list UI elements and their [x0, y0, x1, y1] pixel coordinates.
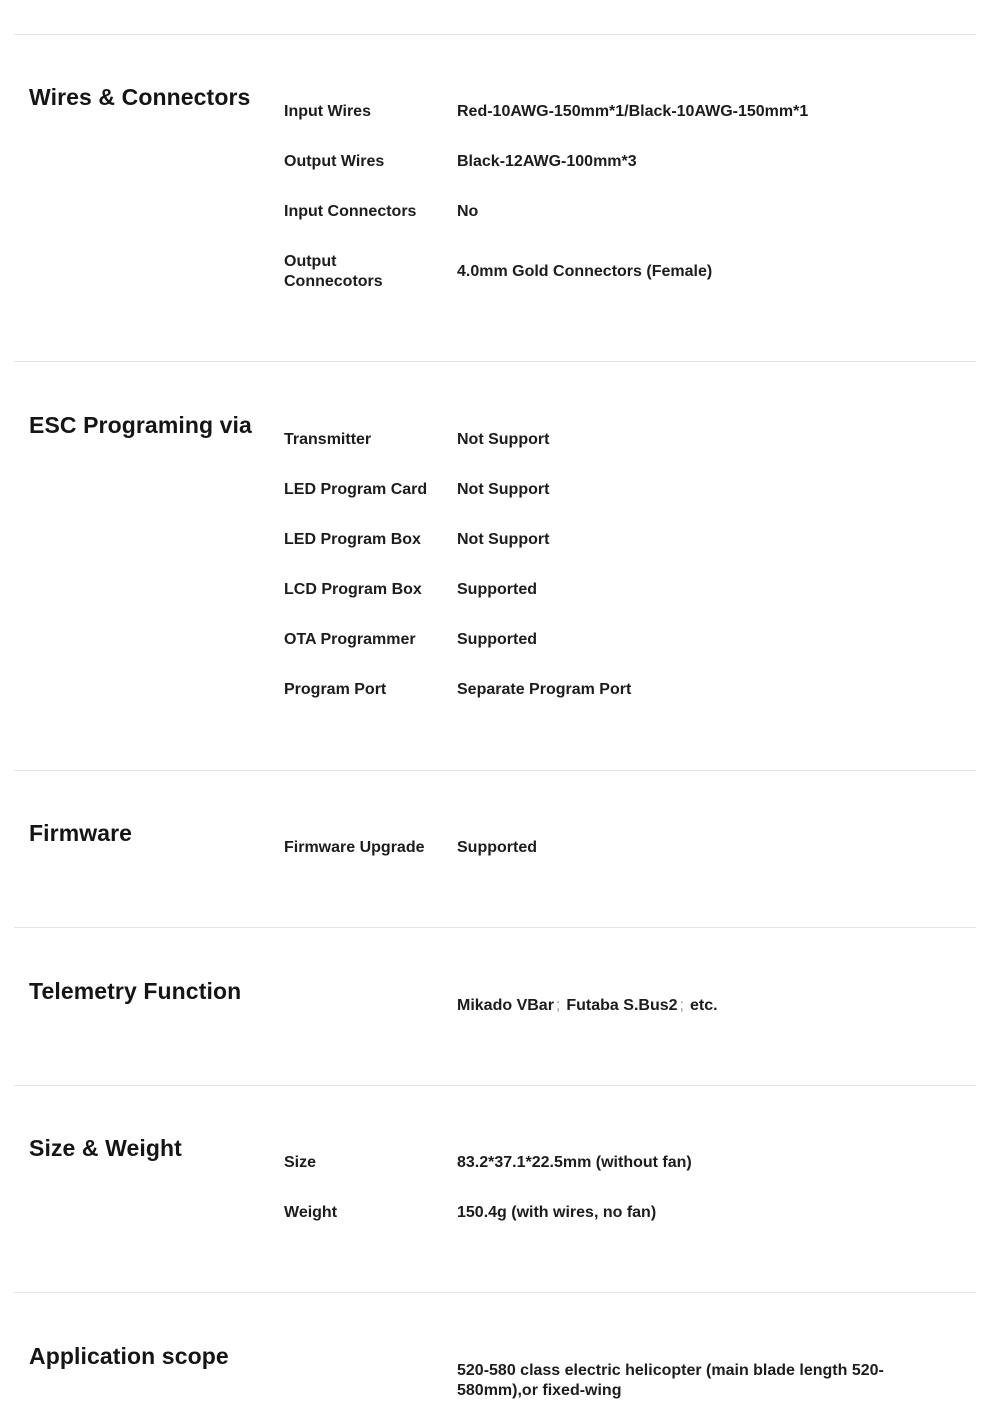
telemetry-value — [457, 996, 927, 1016]
section-divider — [14, 361, 976, 362]
spec-value: Not Support — [457, 431, 550, 448]
spec-value: No — [457, 203, 479, 220]
spec-key: OTA Programmer — [284, 631, 416, 648]
section-title: Telemetry Function — [29, 978, 242, 1004]
spec-key: LED Program Box — [284, 531, 421, 548]
spec-key: LED Program Card — [284, 481, 428, 498]
section-divider — [14, 1085, 976, 1086]
spec-value: Separate Program Port — [457, 681, 632, 698]
application-scope-value: 520-580 class electric helicopter (main blade length 520-580mm),or fixed-wing — [457, 1362, 884, 1399]
section-title: ESC Programing via — [29, 412, 252, 438]
section-title: Wires & Connectors — [29, 84, 251, 110]
spec-key: Weight — [284, 1204, 338, 1221]
section-divider — [14, 34, 976, 35]
spec-value: 83.2*37.1*22.5mm (without fan) — [457, 1154, 692, 1171]
spec-key: LCD Program Box — [284, 581, 422, 598]
spec-key: Transmitter — [284, 431, 372, 448]
spec-key: Input Wires — [284, 103, 371, 120]
spec-value: Red-10AWG-150mm*1/Black-10AWG-150mm*1 — [457, 103, 809, 120]
section-title: Size & Weight — [29, 1135, 182, 1161]
section-divider — [14, 927, 976, 928]
spec-key: Size — [284, 1154, 317, 1171]
spec-value: Not Support — [457, 481, 550, 498]
spec-value: 150.4g (with wires, no fan) — [457, 1204, 657, 1221]
telemetry-separator: ; — [555, 997, 561, 1014]
spec-value: Supported — [457, 581, 537, 598]
telemetry-item: Futaba S.Bus2 — [566, 997, 678, 1014]
spec-value: Supported — [457, 839, 537, 856]
section-title: Firmware — [29, 820, 133, 846]
section-title: Application scope — [29, 1343, 229, 1369]
spec-key: Output Connecotors — [284, 253, 383, 290]
spec-value: Black-12AWG-100mm*3 — [457, 153, 637, 170]
spec-key: Firmware Upgrade — [284, 839, 425, 856]
section-divider — [14, 1292, 976, 1293]
spec-value: Supported — [457, 631, 537, 648]
spec-value: 4.0mm Gold Connectors (Female) — [457, 263, 713, 280]
spec-value: Not Support — [457, 531, 550, 548]
telemetry-item: etc. — [689, 997, 718, 1014]
spec-key: Input Connectors — [284, 203, 417, 220]
section-divider — [14, 770, 976, 771]
telemetry-separator: ; — [679, 997, 684, 1014]
spec-key: Program Port — [284, 681, 387, 698]
telemetry-item: Mikado VBar — [457, 997, 554, 1014]
spec-key: Output Wires — [284, 153, 385, 170]
